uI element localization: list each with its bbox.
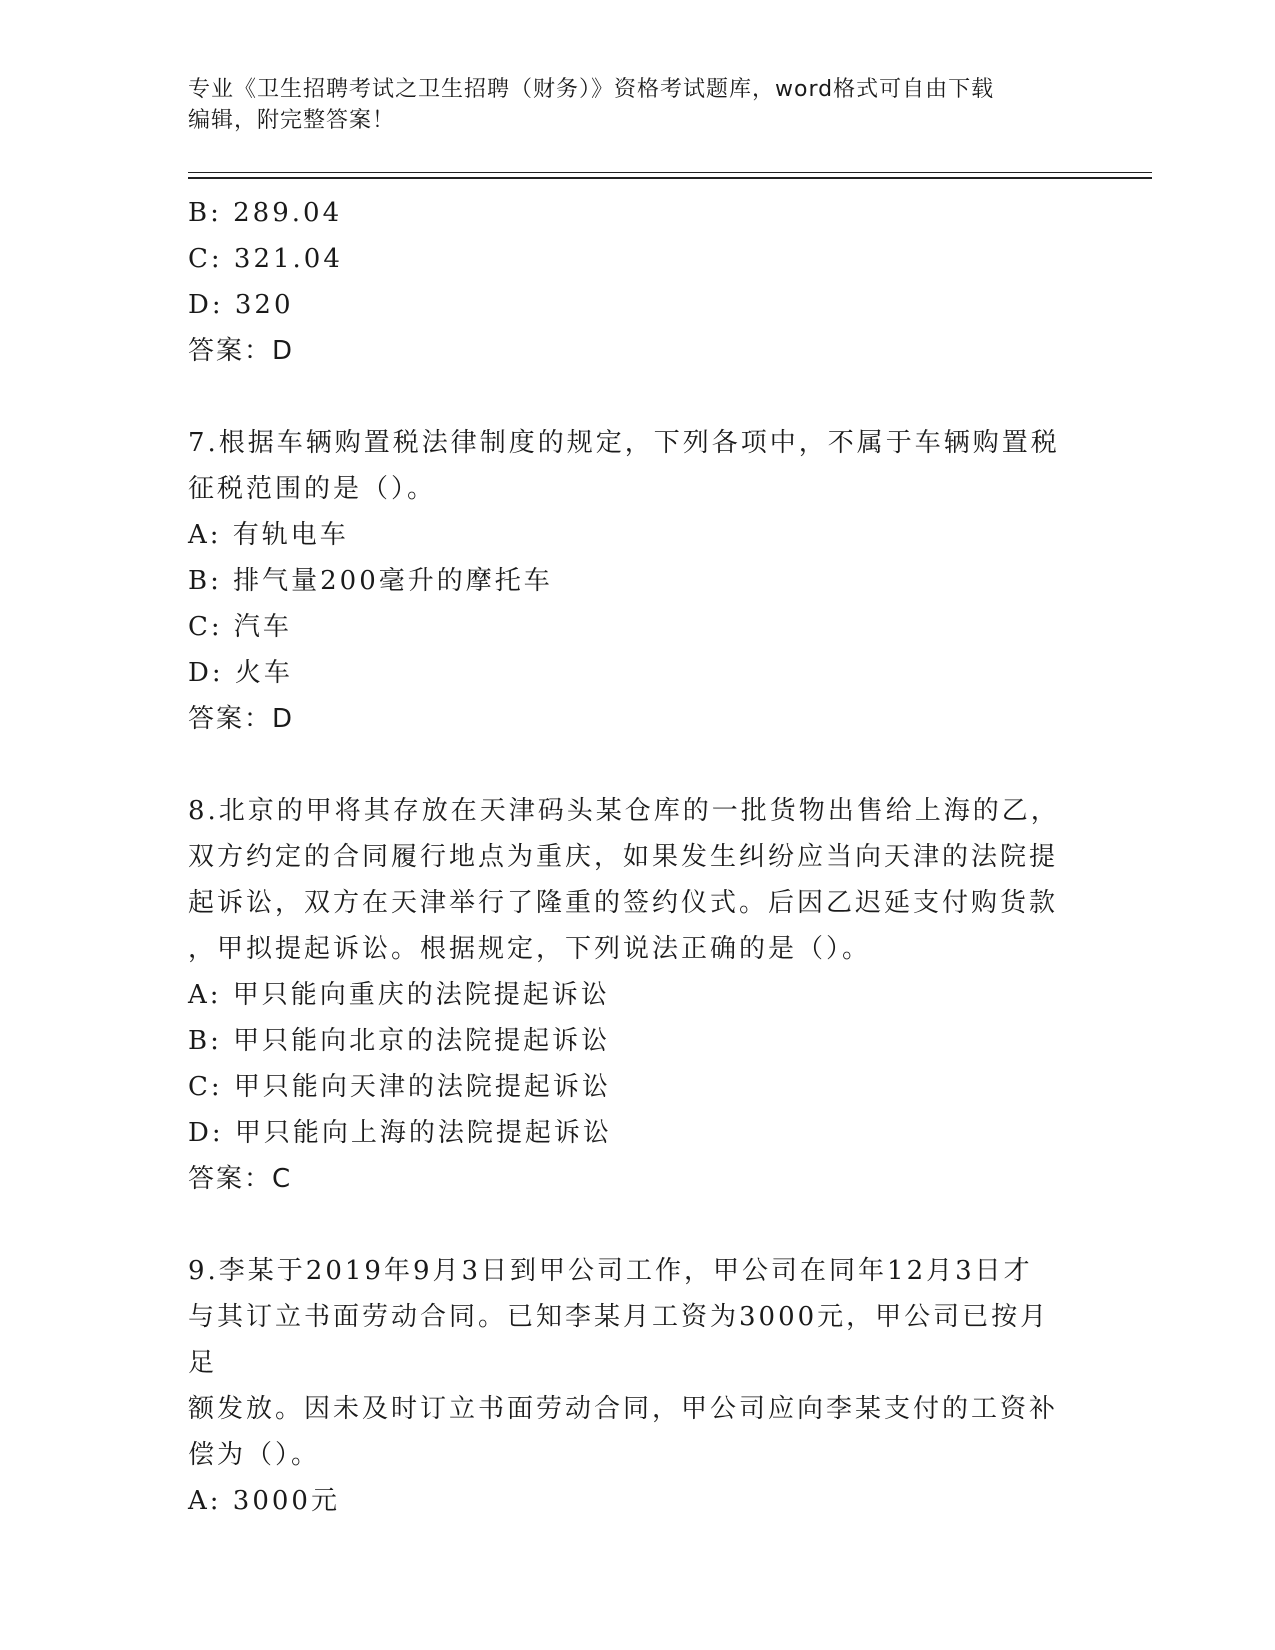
question-7 xyxy=(188,420,1068,742)
option-d: D: 甲只能向上海的法院提起诉讼 xyxy=(188,1118,612,1148)
answer: 答案：D xyxy=(188,704,295,734)
stem-line: 与其订立书面劳动合同。已知李某月工资为3000元，甲公司已按月足 xyxy=(188,1302,1050,1378)
question-stem xyxy=(188,788,1068,972)
question-9 xyxy=(188,1248,1068,1524)
option-c: C: 321.04 xyxy=(188,244,343,274)
spacer xyxy=(188,374,1068,420)
stem-line: 额发放。因未及时订立书面劳动合同，甲公司应向李某支付的工资补 xyxy=(188,1394,1059,1424)
option-c: C: 汽车 xyxy=(188,612,292,642)
option-b: B: 289.04 xyxy=(188,198,343,228)
spacer xyxy=(188,742,1068,788)
stem-line: 起诉讼，双方在天津举行了隆重的签约仪式。后因乙迟延支付购货款 xyxy=(188,888,1059,918)
option-d: D: 320 xyxy=(188,290,294,320)
stem-line: 双方约定的合同履行地点为重庆，如果发生纠纷应当向天津的法院提 xyxy=(188,842,1059,872)
answer: 答案：D xyxy=(188,336,295,366)
option-b: B: 排气量200毫升的摩托车 xyxy=(188,566,553,596)
option-d: D: 火车 xyxy=(188,658,293,688)
option-a: A: 有轨电车 xyxy=(188,520,349,550)
question-stem xyxy=(188,1248,1068,1478)
stem-line: ，甲拟提起诉讼。根据规定，下列说法正确的是（）。 xyxy=(188,934,872,964)
question-8 xyxy=(188,788,1068,1202)
stem-line: 9.李某于2019年9月3日到甲公司工作，甲公司在同年12月3日才 xyxy=(188,1256,1033,1286)
stem-line: 7.根据车辆购置税法律制度的规定，下列各项中，不属于车辆购置税 xyxy=(188,428,1060,458)
header-divider-thin xyxy=(188,172,1152,173)
stem-line: 偿为（）。 xyxy=(188,1440,321,1470)
option-c: C: 甲只能向天津的法院提起诉讼 xyxy=(188,1072,611,1102)
option-a: A: 3000元 xyxy=(188,1486,340,1516)
document-header xyxy=(188,74,1088,136)
answer: 答案：C xyxy=(188,1164,293,1194)
question-stem xyxy=(188,420,1068,512)
header-line-2: 编辑，附完整答案！ xyxy=(188,108,396,133)
option-b: B: 甲只能向北京的法院提起诉讼 xyxy=(188,1026,611,1056)
spacer xyxy=(188,1202,1068,1248)
header-divider-thick xyxy=(188,177,1152,179)
question-6-tail xyxy=(188,190,1068,374)
header-line-1: 专业《卫生招聘考试之卫生招聘（财务）》资格考试题库，word格式可自由下载 xyxy=(188,77,995,102)
stem-line: 征税范围的是（）。 xyxy=(188,474,437,504)
option-a: A: 甲只能向重庆的法院提起诉讼 xyxy=(188,980,610,1010)
stem-line: 8.北京的甲将其存放在天津码头某仓库的一批货物出售给上海的乙， xyxy=(188,796,1060,826)
document-body xyxy=(188,190,1068,1524)
